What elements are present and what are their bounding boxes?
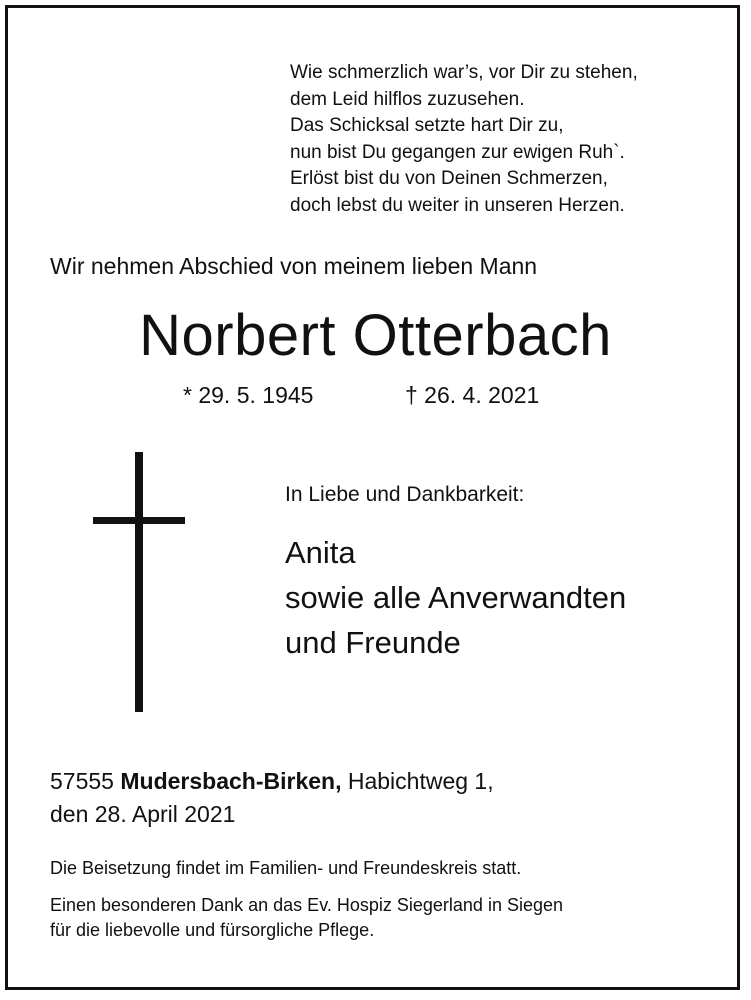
poem-line: Wie schmerzlich war’s, vor Dir zu stehen, [290, 62, 638, 83]
poem-line: doch lebst du weiter in unseren Herzen. [290, 194, 625, 216]
cross-vertical-bar [135, 452, 143, 712]
death-date: † 26. 4. 2021 [405, 382, 540, 408]
birth-date: * 29. 5. 1945 [183, 382, 314, 408]
thanks-notice [50, 893, 563, 943]
poem-line: Erlöst bist du von Deinen Schmerzen, [290, 168, 608, 189]
poem [290, 60, 638, 219]
thanks-notice-line: Einen besonderen Dank an das Ev. Hospiz Siegerland in Siegen [50, 895, 563, 915]
poem-line: Das Schicksal setzte hart Dir zu, [290, 115, 564, 136]
intro-text: Wir nehmen Abschied von meinem lieben Mann [50, 253, 538, 279]
address-block [50, 765, 494, 831]
notice-date: den 28. April 2021 [50, 801, 236, 827]
burial-notice [50, 856, 521, 881]
poem-line: dem Leid hilflos zuzusehen. [290, 88, 525, 110]
address-line [50, 765, 494, 798]
postcode: 57555 [50, 768, 114, 794]
mourner-line: sowie alle Anverwandten [285, 580, 627, 615]
mourner-line: Anita [285, 535, 356, 570]
street: Habichtweg 1, [347, 768, 494, 794]
thanks-notice-line: für die liebevolle und fürsorgliche Pflege. [50, 920, 375, 940]
mourner-line: und Freunde [285, 625, 461, 660]
thanks-heading: In Liebe und Dankbarkeit: [285, 483, 525, 506]
poem-line: nun bist Du gegangen zur ewigen Ruh`. [290, 141, 625, 163]
mourners-list [285, 530, 626, 665]
deceased-name: Norbert Otterbach [139, 303, 612, 368]
cross-horizontal-bar [93, 517, 185, 524]
burial-notice-text: Die Beisetzung findet im Familien- und Freundeskreis statt. [50, 858, 522, 878]
town: Mudersbach-Birken, [120, 768, 342, 794]
